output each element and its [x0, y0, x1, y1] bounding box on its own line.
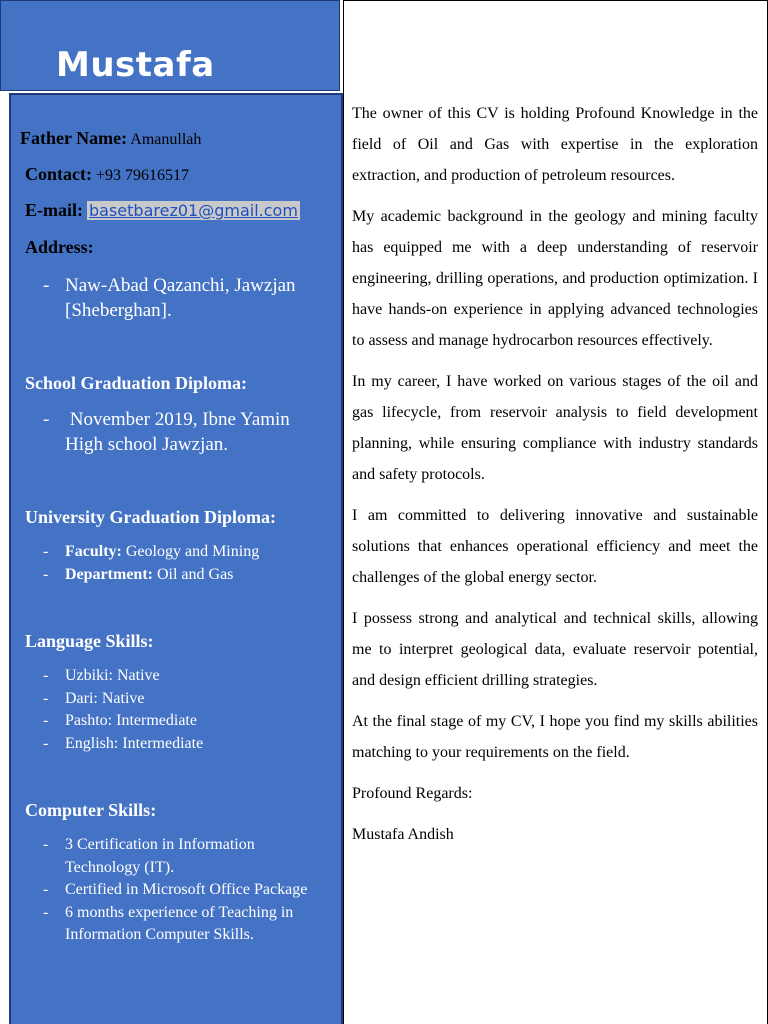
computer-list [25, 834, 340, 947]
language-item: - English: Intermediate [25, 733, 335, 756]
language-item: - Pashto: Intermediate [25, 710, 335, 733]
address-title: Address: [25, 237, 94, 257]
language-title: Language Skills: [25, 631, 154, 651]
language-list [25, 665, 335, 755]
father-name-label: Father Name: [20, 128, 128, 148]
contact-value: +93 79616517 [95, 167, 190, 184]
computer-item: - 6 months experience of Teaching in Information Computer Skills. [25, 902, 340, 947]
language-item: - Uzbiki: Native [25, 665, 335, 688]
contact-label: Contact: [25, 164, 92, 184]
letter-paragraph: The owner of this CV is holding Profound Knowledge in the field of Oil and Gas with expertise in the exploration extraction, and production of petroleum resources. [352, 105, 758, 184]
email-label: E-mail: [25, 200, 83, 220]
letter-paragraph: My academic background in the geology and mining faculty has equipped me with a deep understanding of reservoir engineering, drilling operations, and production optimization. I have hands-on experience in applying advanced technologies to assess and manage hydrocarbon resources effectively. [352, 208, 758, 349]
letter-paragraph: In my career, I have worked on various stages of the oil and gas lifecycle, from reservoir analysis to field development planning, while ensuring compliance with industry standards and safety protocols. [352, 373, 758, 483]
address-list [25, 273, 335, 323]
contact-row [25, 164, 189, 185]
letter-paragraph: I am committed to delivering innovative and sustainable solutions that enhances operational efficiency and meet the challenges of the global energy sector. [352, 507, 758, 586]
email-row [25, 200, 300, 221]
letter-body [352, 98, 758, 860]
computer-item: - 3 Certification in Information Technology (IT). [25, 834, 340, 879]
university-item: - Faculty: Geology and Mining [25, 541, 335, 564]
letter-paragraph: I possess strong and analytical and technical skills, allowing me to interpret geological data, evaluate reservoir potential, and design efficient drilling strategies. [352, 610, 758, 689]
computer-item: - Certified in Microsoft Office Package [25, 879, 340, 902]
letter-signature: Mustafa Andish [352, 826, 454, 843]
candidate-name: Mustafa [56, 45, 215, 85]
school-title: School Graduation Diploma: [25, 373, 248, 393]
university-item: - Department: Oil and Gas [25, 564, 335, 587]
school-list [25, 407, 335, 457]
university-list [25, 541, 335, 586]
computer-title: Computer Skills: [25, 800, 157, 820]
school-item: - November 2019, Ibne Yamin High school Jawzjan. [25, 407, 335, 457]
father-name-row [20, 128, 201, 149]
header-banner [0, 0, 340, 91]
letter-closing: Profound Regards: [352, 785, 473, 802]
language-item: - Dari: Native [25, 688, 335, 711]
father-name-value: Amanullah [130, 131, 202, 148]
letter-paragraph: At the final stage of my CV, I hope you find my skills abilities matching to your requirements on the field. [352, 713, 758, 761]
university-title: University Graduation Diploma: [25, 507, 277, 527]
address-item: - Naw-Abad Qazanchi, Jawzjan [Sheberghan]. [25, 273, 335, 323]
email-link[interactable]: basetbarez01@gmail.com [89, 201, 298, 220]
